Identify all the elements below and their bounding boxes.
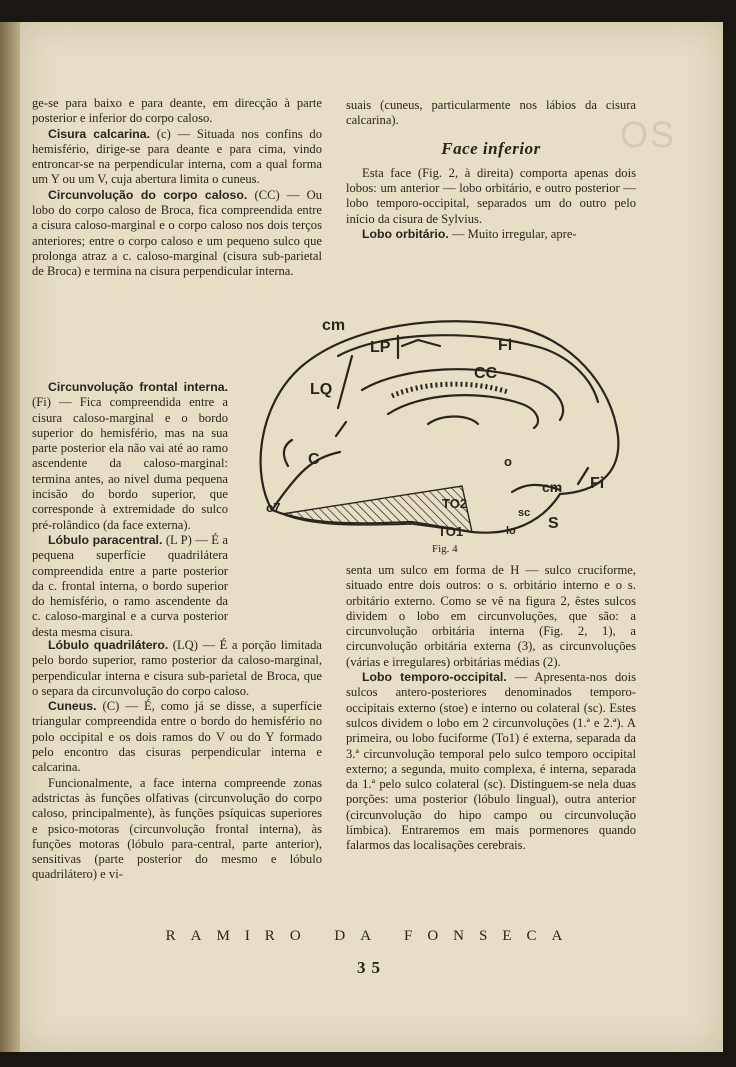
fornix-line xyxy=(428,417,478,425)
left-column xyxy=(32,96,322,280)
paragraph: ge-se para baixo e para deante, em direcção à parte posterior e inferior do corpo caloso. xyxy=(32,96,322,126)
paragraph xyxy=(32,699,322,775)
heading-cuneus: Cuneus. xyxy=(48,699,97,714)
section-title: Face inferior xyxy=(441,138,541,158)
perpendicular-fissure xyxy=(336,356,352,436)
paragraph: suais (cuneus, particularmente nos lábios da cisura calcarina). xyxy=(346,98,636,128)
label-lq: LQ xyxy=(310,381,333,398)
figure-caption: Fig. 4 xyxy=(432,543,458,555)
paragraph xyxy=(32,188,322,280)
label-to2: TO2 xyxy=(442,496,468,511)
label-cm-top: cm xyxy=(322,317,346,334)
brain-figure xyxy=(242,296,622,556)
paragraph-text: (L P) — É a pequena superfície quadrilátera compreendida entre a parte posterior da c. frontal interna, o bordo superior do hemisfério, o ramo ascendente da c. caloso-marginal e a curva posterior desta mesma cisura. xyxy=(32,532,228,639)
paragraph-text: (Fi) — Fica compreendida entre a cisura caloso-marginal e o bordo superior do hemisfério, mas na sua parte posterior ela não vai até ao ramo ascendente da caloso-marginal: termina antes, ao nivel duma pequena incisão do bordo superior, que corresponde à extremidade do sulco pré-rolândico (da face externa). xyxy=(32,395,228,532)
heading-lobulo-quadrilatero: Lóbulo quadrilátero. xyxy=(48,638,169,652)
paragraph xyxy=(32,638,322,699)
label-c7: c7 xyxy=(266,500,281,515)
label-to1: TO1 xyxy=(438,524,464,539)
footer-author: RAMIRO DA FONSECA xyxy=(165,928,578,944)
label-lp: LP xyxy=(370,339,391,356)
right-column-top xyxy=(346,98,636,242)
label-c: C xyxy=(308,451,320,468)
bleed-through-text: OS xyxy=(620,114,677,155)
label-lo: lo xyxy=(506,525,516,537)
left-column-narrow xyxy=(32,380,228,640)
right-column-bottom xyxy=(346,563,636,854)
book-page xyxy=(20,22,723,1052)
corpus-callosum-striations xyxy=(392,384,508,396)
paragraph-text: (CC) — Ou lobo do corpo caloso de Broca, fica compreendida entre a cisura caloso-marginal e o corpo caloso nos dois terços anteriores; entre o corpo caloso e um pequeno sulco que prolonga atraz a c. caloso-marginal (cisura sub-parietal de Broca) e termina na cisura perpendicular interna. xyxy=(32,187,322,279)
paragraph: Esta face (Fig. 2, à direita) comporta apenas dois lobos: um anterior — lobo orbitário, e outro posterior — lobo temporo-occipital, separados um do outro pelo início da cisura de Sylvius. xyxy=(346,165,636,226)
label-s: S xyxy=(548,515,559,532)
book-spine xyxy=(0,22,20,1052)
paragraph-text: — Apresenta-nos dois sulcos antero-posteriores denominados temporo-occipitais externo (stoe) e interno ou colateral (sc). Estes sulcos dividem o lobo em 2 circunvoluções (1.ª e 2.ª). A primeira, ou lobo fuciforme (To1) é externa, separada da 3.ª circunvolução temporal pelo sulco temporo occipital externo; a segunda, muito complexa, é interna, separada da 1.ª pelo sulco colateral (sc). Distinguem-se nela duas porções: uma posterior (lóbulo lingual), outra anterior (circunvolução do hipo campo ou circunvolução límbica). Entraremos em mais pormenores quando falarmos das localisações cerebrais. xyxy=(346,670,636,853)
cuneus-mark xyxy=(284,440,292,466)
paracentral-mark xyxy=(398,336,440,358)
page-number: 35 xyxy=(357,958,386,977)
heading-lobo-temporo-occipital: Lobo temporo-occipital. xyxy=(362,670,507,685)
paragraph xyxy=(32,380,228,533)
heading-lobo-orbitario: Lobo orbitário. xyxy=(362,227,449,242)
paragraph xyxy=(346,227,636,242)
corpus-callosum-inner xyxy=(388,395,538,428)
label-sc: sc xyxy=(518,507,531,519)
paragraph xyxy=(32,533,228,640)
label-cm-bottom: cm xyxy=(542,479,563,495)
paragraph xyxy=(32,127,322,188)
heading-circunvolucao-frontal-interna: Circunvolução frontal interna. xyxy=(48,380,228,394)
frontal-mark xyxy=(578,468,588,484)
paragraph-text: (C) — É, como já se disse, a superfície triangular compreendida entre o bordo do hemisfério no polo occipital e os dois ramos do V ou do Y formado pelo encontro das cisuras perpendicular interna e calcarina. xyxy=(32,699,322,775)
paragraph: senta um sulco em forma de H — sulco cruciforme, situado entre dois outros: o s. orbitário interno e o s. orbitário externo. Como se vê na figura 2, êstes sulcos dividem o lobo em circunvoluções, que são: a circunvolução orbitária interna (Fig. 2, 1), a circunvolução orbitária externa (3), as circunvoluções (várias e irregulares) orbitárias médias (2). xyxy=(346,563,636,669)
paragraph-text: (LQ) — É a porção limitada pelo bordo superior, ramo posterior da caloso-marginal, perpendicular interna e cisura sub-parietal de Broca, que o separa da circunvolução do corpo caloso. xyxy=(32,638,322,698)
paragraph xyxy=(346,670,636,854)
heading-circunvolucao-corpo-caloso: Circunvolução do corpo caloso. xyxy=(48,187,248,202)
label-cc: CC xyxy=(474,365,498,382)
heading-lobulo-paracentral: Lóbulo paracentral. xyxy=(48,532,163,547)
left-column-lower xyxy=(32,638,322,883)
heading-cisura-calcarina: Cisura calcarina. xyxy=(48,126,151,141)
calcarine-fissure xyxy=(272,452,340,510)
label-o: o xyxy=(504,454,512,469)
paragraph: Funcionalmente, a face interna compreende zonas adstrictas às funções olfativas (circunvolução do corpo caloso, principalmente), às funções psíquicas superiores e psico-motoras (circunvolução frontal interna), às funções motoras (lóbulo para-central, parte anterior), sensitivas (parte posterior do mesmo e lóbulo quadrilátero) e vi- xyxy=(32,775,322,882)
label-fi-top: Fi xyxy=(498,337,513,354)
label-fi-right: Fi xyxy=(590,475,605,492)
paragraph-text: (c) — Situada nos confins do hemisfério, dirige-se para deante e para cima, vindo entroncar-se na perpendicular interna, com a qual forma um Y ou um V, cuja abertura limita o cuneus. xyxy=(32,126,322,187)
paragraph-text: — Muito irregular, apre- xyxy=(451,227,577,242)
